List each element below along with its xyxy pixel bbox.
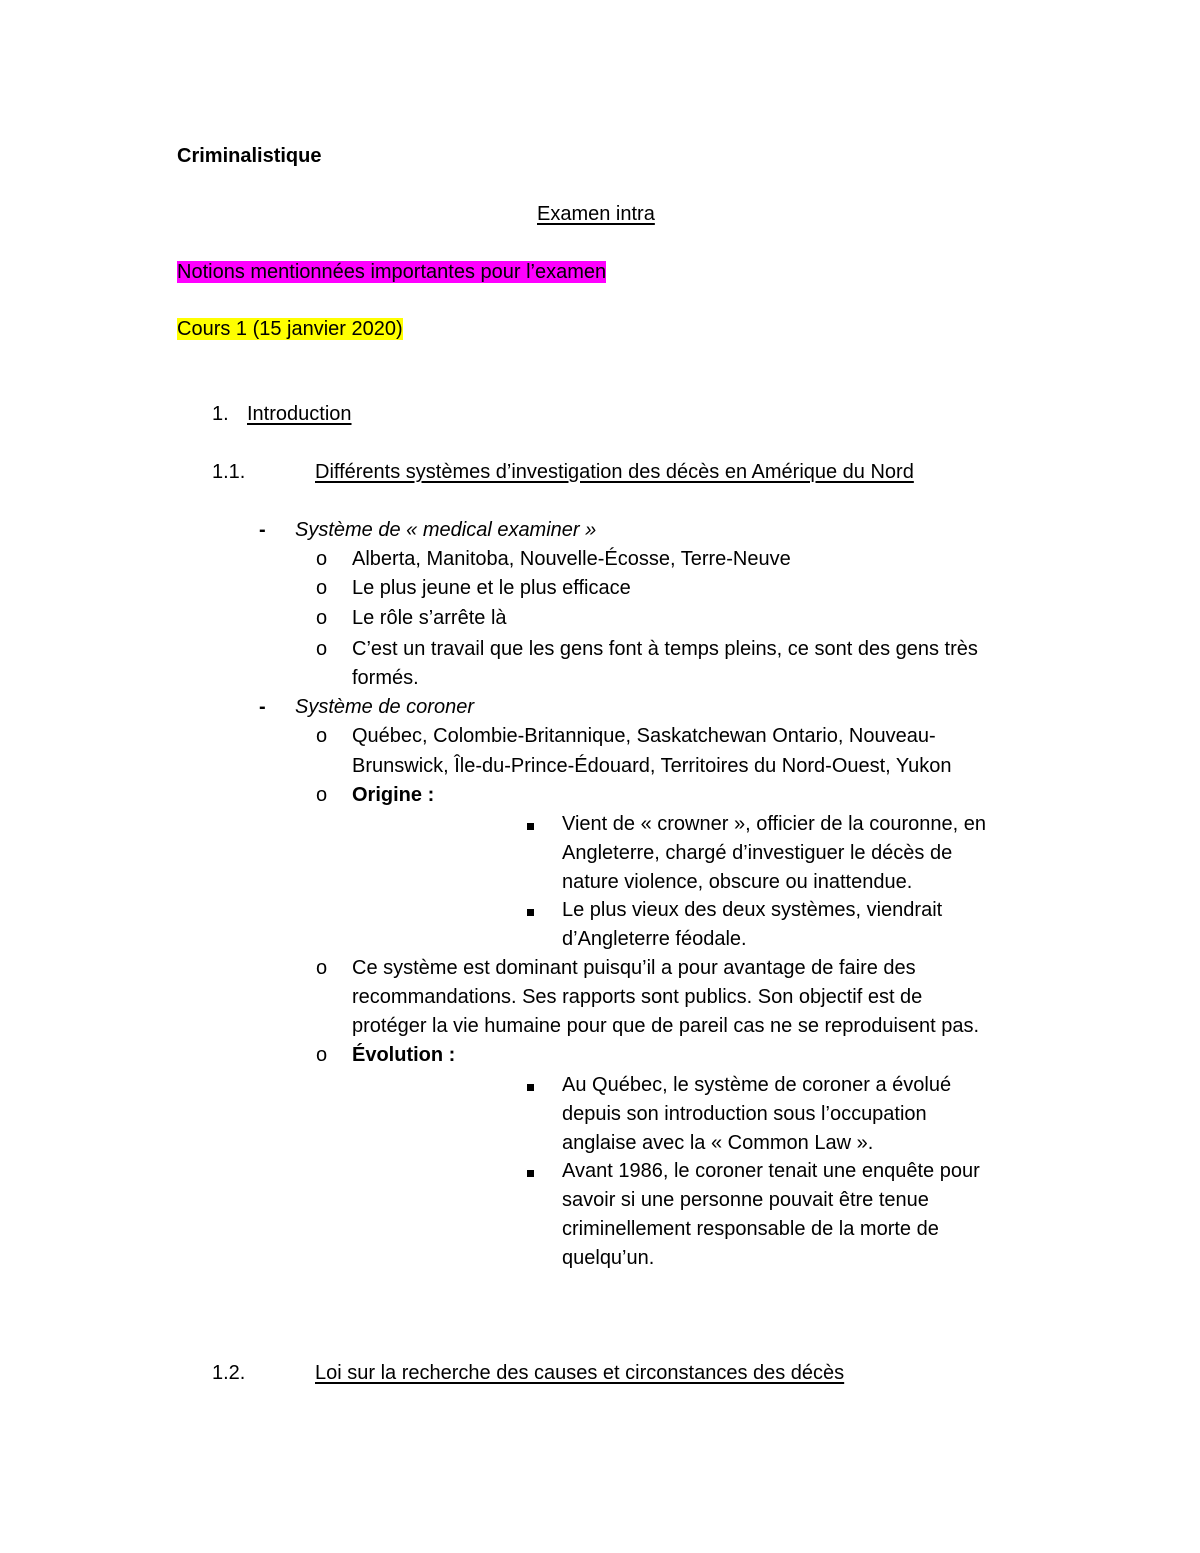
list-item: Au Québec, le système de coroner a évolué — [562, 1074, 952, 1096]
list-item-continuation: protéger la vie humaine pour que de pareil cas ne se reproduisent pas. — [352, 1015, 980, 1037]
list-item-continuation: depuis son introduction sous l’occupation — [562, 1103, 927, 1125]
section-1-number: 1. — [212, 403, 229, 425]
origine-colon: : — [422, 784, 435, 806]
origine-label: Origine — [352, 784, 423, 806]
list-item-continuation: savoir si une personne pouvait être tenue — [562, 1189, 929, 1211]
section-1-2-number: 1.2. — [212, 1362, 246, 1384]
list-item-continuation: d’Angleterre féodale. — [562, 928, 747, 950]
circle-bullet: o — [316, 638, 328, 660]
lecture-date-text: Cours 1 (15 janvier 2020) — [177, 318, 403, 340]
list-item: Le plus jeune et le plus efficace — [352, 577, 631, 599]
circle-bullet: o — [316, 548, 328, 570]
section-1-title: Introduction — [247, 403, 352, 425]
list-item-continuation: quelqu’un. — [562, 1247, 655, 1269]
course-title: Criminalistique — [177, 145, 322, 167]
list-item: Vient de « crowner », officier de la couronne, en — [562, 813, 986, 835]
list-item-continuation: recommandations. Ses rapports sont publics. Son objectif est de — [352, 986, 923, 1008]
list-item: Avant 1986, le coroner tenait une enquête pour — [562, 1160, 980, 1182]
list-item-continuation: Brunswick, Île-du-Prince-Édouard, Territoires du Nord-Ouest, Yukon — [352, 755, 952, 777]
dash-bullet: - — [259, 696, 266, 718]
list-item: Alberta, Manitoba, Nouvelle-Écosse, Terre-Neuve — [352, 548, 791, 570]
evolution-colon: : — [443, 1044, 456, 1066]
list-item-continuation: Angleterre, chargé d’investiguer le décès de — [562, 842, 953, 864]
list-item: C’est un travail que les gens font à temps pleins, ce sont des gens très — [352, 638, 978, 660]
square-bullet — [527, 896, 534, 925]
section-1-1-number: 1.1. — [212, 461, 246, 483]
list-item-continuation: nature violence, obscure ou inattendue. — [562, 871, 913, 893]
lecture-date — [177, 315, 403, 344]
highlight-note — [177, 258, 606, 287]
list-item-continuation: formés. — [352, 667, 419, 689]
section-1-1-title: Différents systèmes d’investigation des décès en Amérique du Nord — [315, 461, 914, 483]
circle-bullet: o — [316, 1044, 328, 1066]
evolution-line — [352, 1041, 455, 1070]
medical-examiner-heading: Système de « medical examiner » — [295, 519, 597, 541]
origine-line — [352, 781, 434, 810]
circle-bullet: o — [316, 607, 328, 629]
list-item: Le plus vieux des deux systèmes, viendrait — [562, 899, 943, 921]
square-bullet — [527, 1071, 534, 1100]
section-1-2-title: Loi sur la recherche des causes et circonstances des décès — [315, 1362, 845, 1384]
circle-bullet: o — [316, 784, 328, 806]
coroner-heading: Système de coroner — [295, 696, 474, 718]
square-bullet — [527, 1157, 534, 1186]
circle-bullet: o — [316, 957, 328, 979]
circle-bullet: o — [316, 725, 328, 747]
square-bullet — [527, 810, 534, 839]
dash-bullet: - — [259, 519, 266, 541]
evolution-label: Évolution — [352, 1044, 444, 1066]
circle-bullet: o — [316, 577, 328, 599]
list-item-continuation: anglaise avec la « Common Law ». — [562, 1132, 874, 1154]
list-item: Le rôle s’arrête là — [352, 607, 507, 629]
list-item: Ce système est dominant puisqu’il a pour avantage de faire des — [352, 957, 916, 979]
list-item: Québec, Colombie-Britannique, Saskatchewan Ontario, Nouveau- — [352, 725, 936, 747]
highlight-note-text: Notions mentionnées importantes pour l’examen — [177, 261, 607, 283]
exam-title: Examen intra — [537, 203, 655, 225]
list-item-continuation: criminellement responsable de la morte de — [562, 1218, 939, 1240]
